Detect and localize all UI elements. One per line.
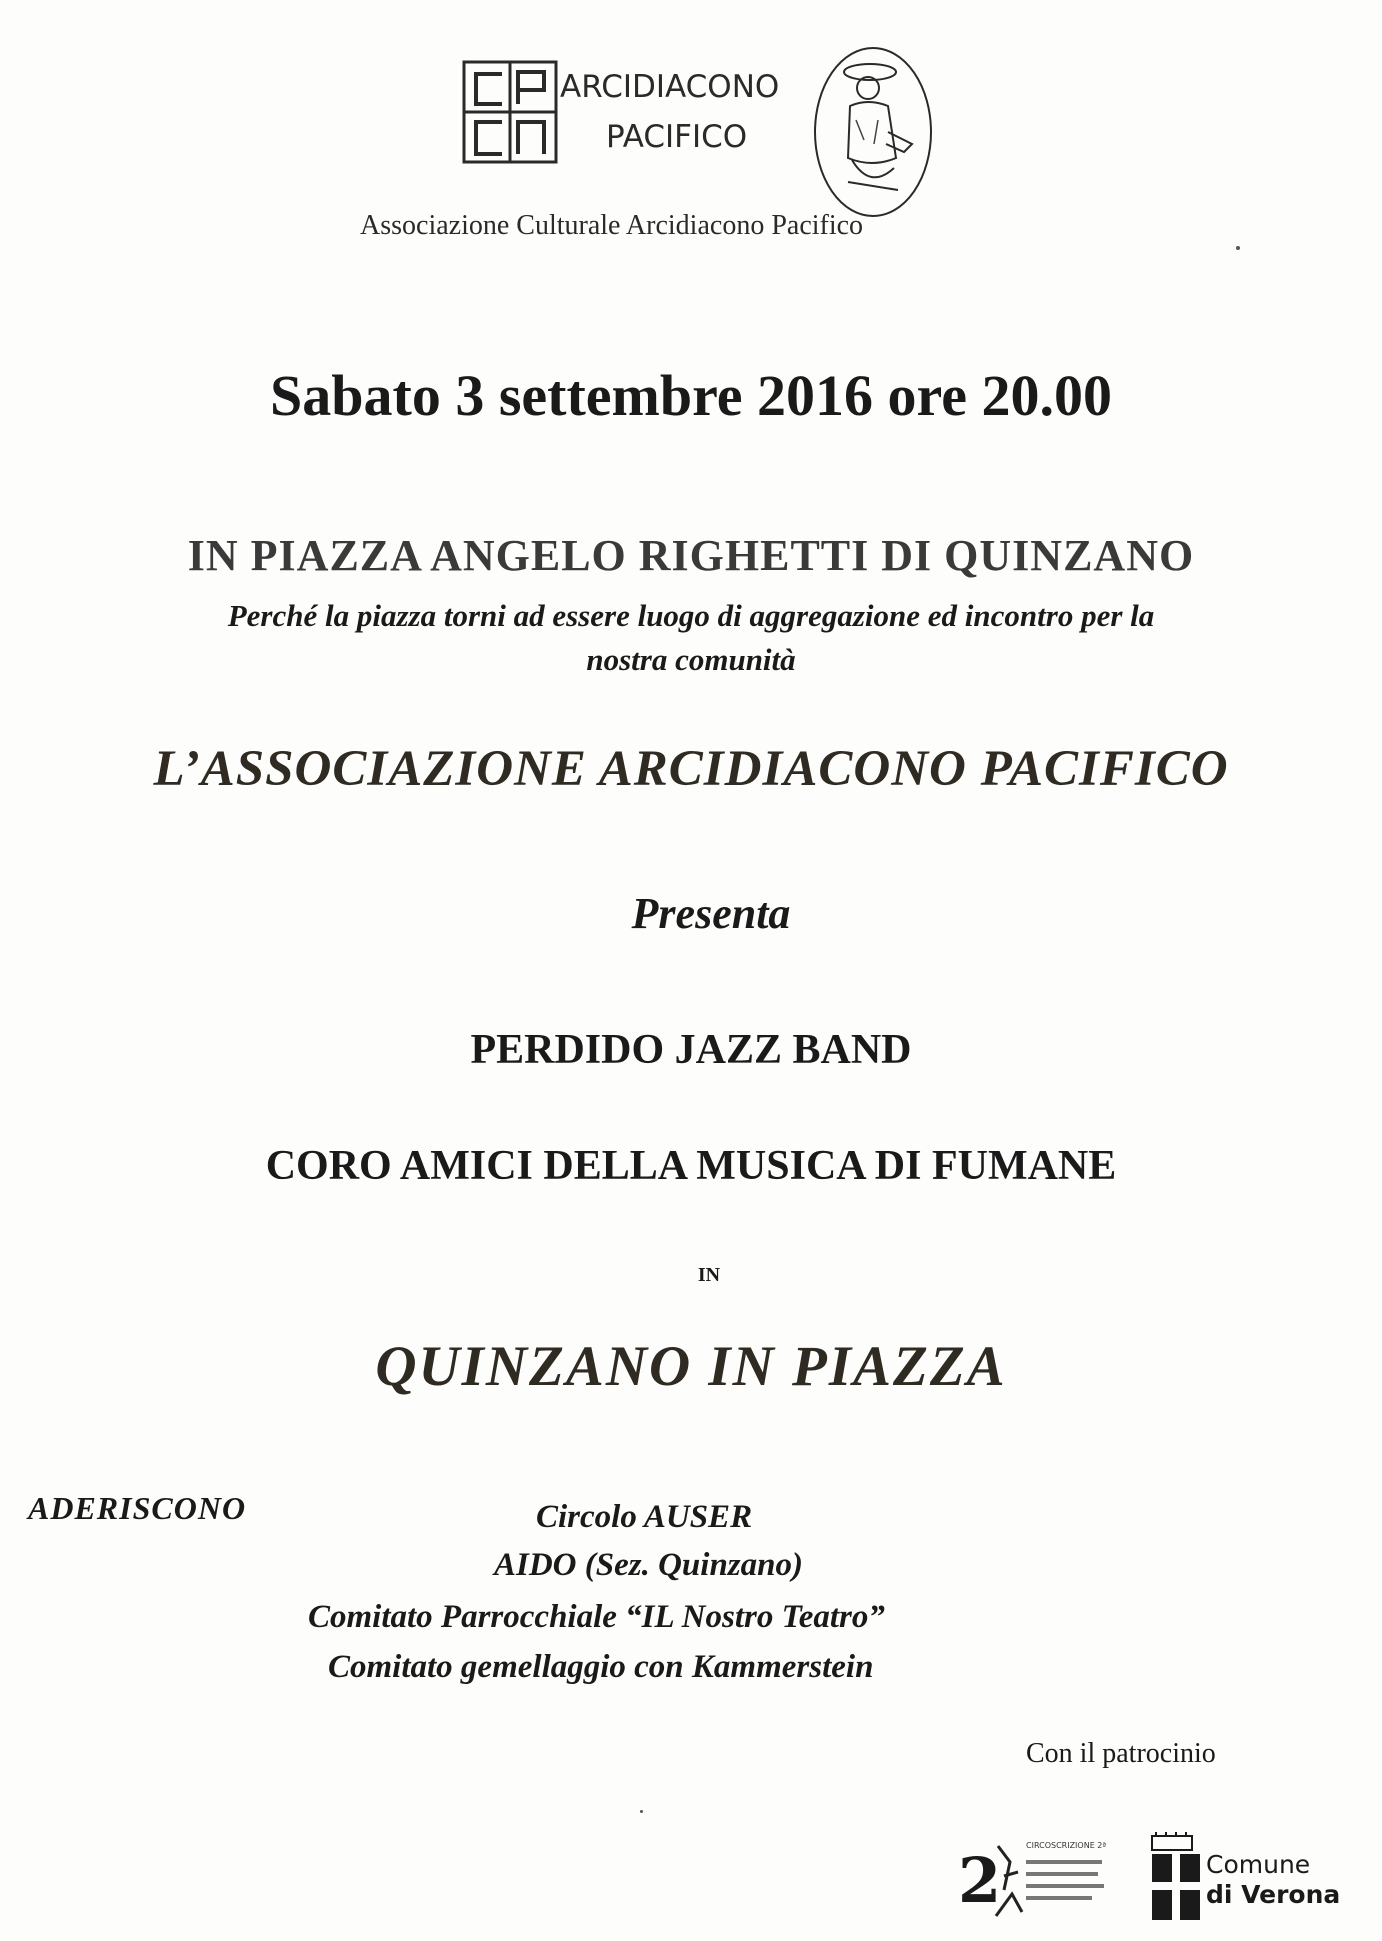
patronage-label: Con il patrocinio [1026,1738,1216,1769]
event-date: Sabato 3 settembre 2016 ore 20.00 [270,363,1112,428]
presenta-text: Presenta [631,889,791,938]
show-title: QUINZANO IN PIAZZA [375,1335,1007,1398]
logo-wordmark [560,62,779,162]
motto-line-2: nostra comunità [586,642,796,677]
association-logo-mark [462,60,558,164]
participant-item: Circolo AUSER [536,1499,753,1535]
organizer-heading: L’ASSOCIAZIONE ARCIDIACONO PACIFICO [153,741,1229,797]
event-place: IN PIAZZA ANGELO RIGHETTI DI QUINZANO [187,531,1195,580]
portrait-oval-icon [808,40,938,220]
choir-name: CORO AMICI DELLA MUSICA DI FUMANE [265,1143,1117,1189]
scan-speck [640,1810,643,1813]
scan-speck [1236,246,1240,250]
logo-line-2: PACIFICO [606,119,748,155]
association-subtitle: Associazione Culturale Arcidiacono Pacifico [360,210,864,241]
comune-line-1: Comune [1206,1850,1311,1879]
comune-line-2: di Verona [1206,1880,1341,1909]
event-motto [40,594,1342,682]
circoscrizione-number: 2 [958,1844,1002,1917]
logo-line-1: ARCIDIACONO [560,69,780,105]
participants-label: ADERISCONO [28,1490,247,1526]
circoscrizione-title: CIRCOSCRIZIONE 2ª [1026,1841,1107,1850]
participant-item: AIDO (Sez. Quinzano) [494,1547,803,1583]
circoscrizione-logo [952,1832,1142,1922]
motto-line-1: Perché la piazza torni ad essere luogo di aggregazione ed incontro per la [227,598,1155,633]
participant-item: Comitato gemellaggio con Kammerstein [328,1649,874,1685]
participant-item: Comitato Parrocchiale “IL Nostro Teatro” [308,1599,885,1635]
band-name: PERDIDO JAZZ BAND [470,1027,912,1073]
in-connector: IN [697,1264,721,1286]
comune-verona-text [1206,1850,1340,1910]
